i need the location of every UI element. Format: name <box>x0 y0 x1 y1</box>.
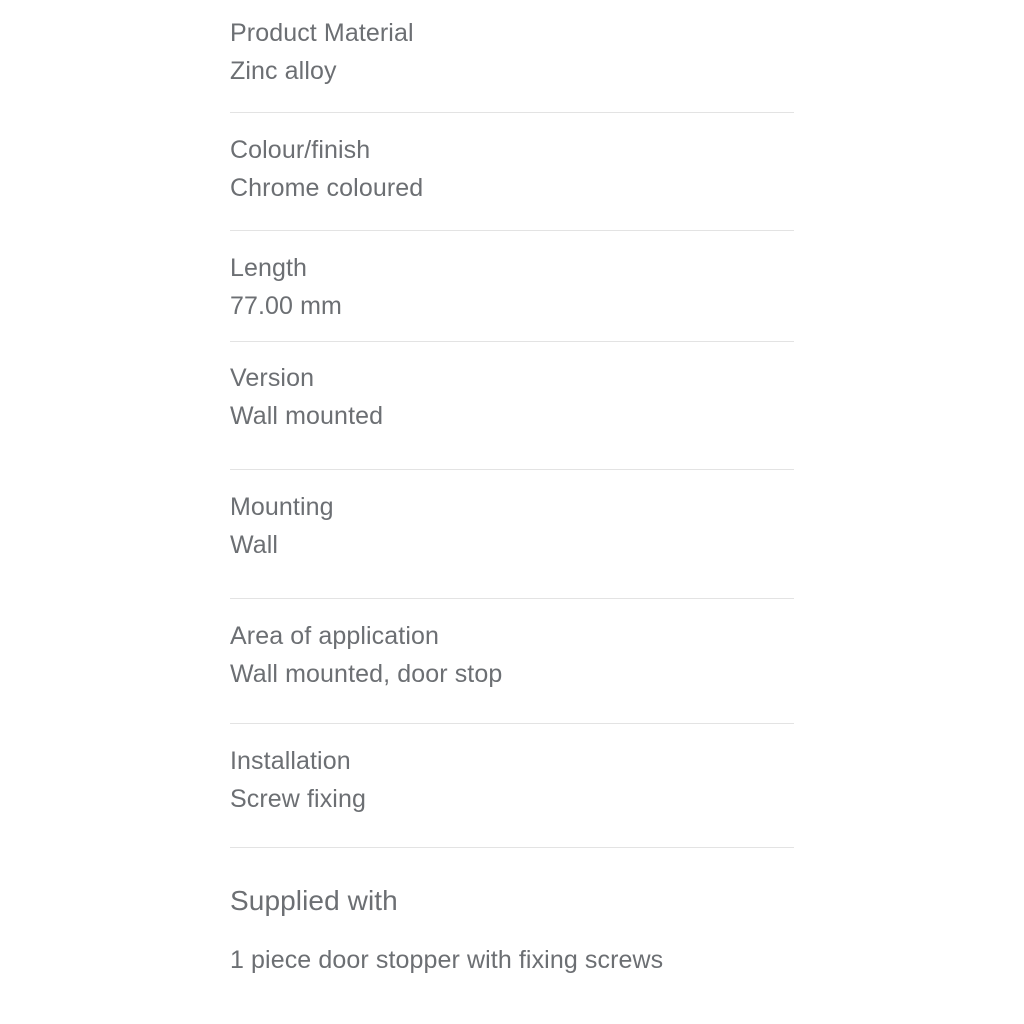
spec-label: Product Material <box>230 19 414 47</box>
spec-value: Wall <box>230 531 279 559</box>
spec-row <box>230 724 794 848</box>
spec-value: Screw fixing <box>230 785 366 813</box>
spec-row <box>230 0 794 113</box>
spec-row <box>230 231 794 342</box>
spec-row <box>230 599 794 724</box>
supplied-with-item: 1 piece door stopper with fixing screws <box>230 946 664 974</box>
supplied-with-title: Supplied with <box>230 885 398 916</box>
spec-value: Wall mounted, door stop <box>230 660 503 688</box>
specification-list <box>230 0 794 978</box>
spec-row <box>230 470 794 599</box>
spec-label: Length <box>230 254 308 282</box>
spec-value: 77.00 mm <box>230 292 342 320</box>
spec-value: Chrome coloured <box>230 174 424 202</box>
spec-label: Area of application <box>230 622 439 650</box>
spec-label: Colour/finish <box>230 136 371 164</box>
spec-label: Installation <box>230 747 351 775</box>
spec-row <box>230 113 794 231</box>
spec-label: Version <box>230 364 315 392</box>
spec-value: Wall mounted <box>230 402 384 430</box>
spec-value: Zinc alloy <box>230 57 337 85</box>
spec-label: Mounting <box>230 493 334 521</box>
spec-row <box>230 342 794 470</box>
supplied-with-section <box>230 848 794 978</box>
